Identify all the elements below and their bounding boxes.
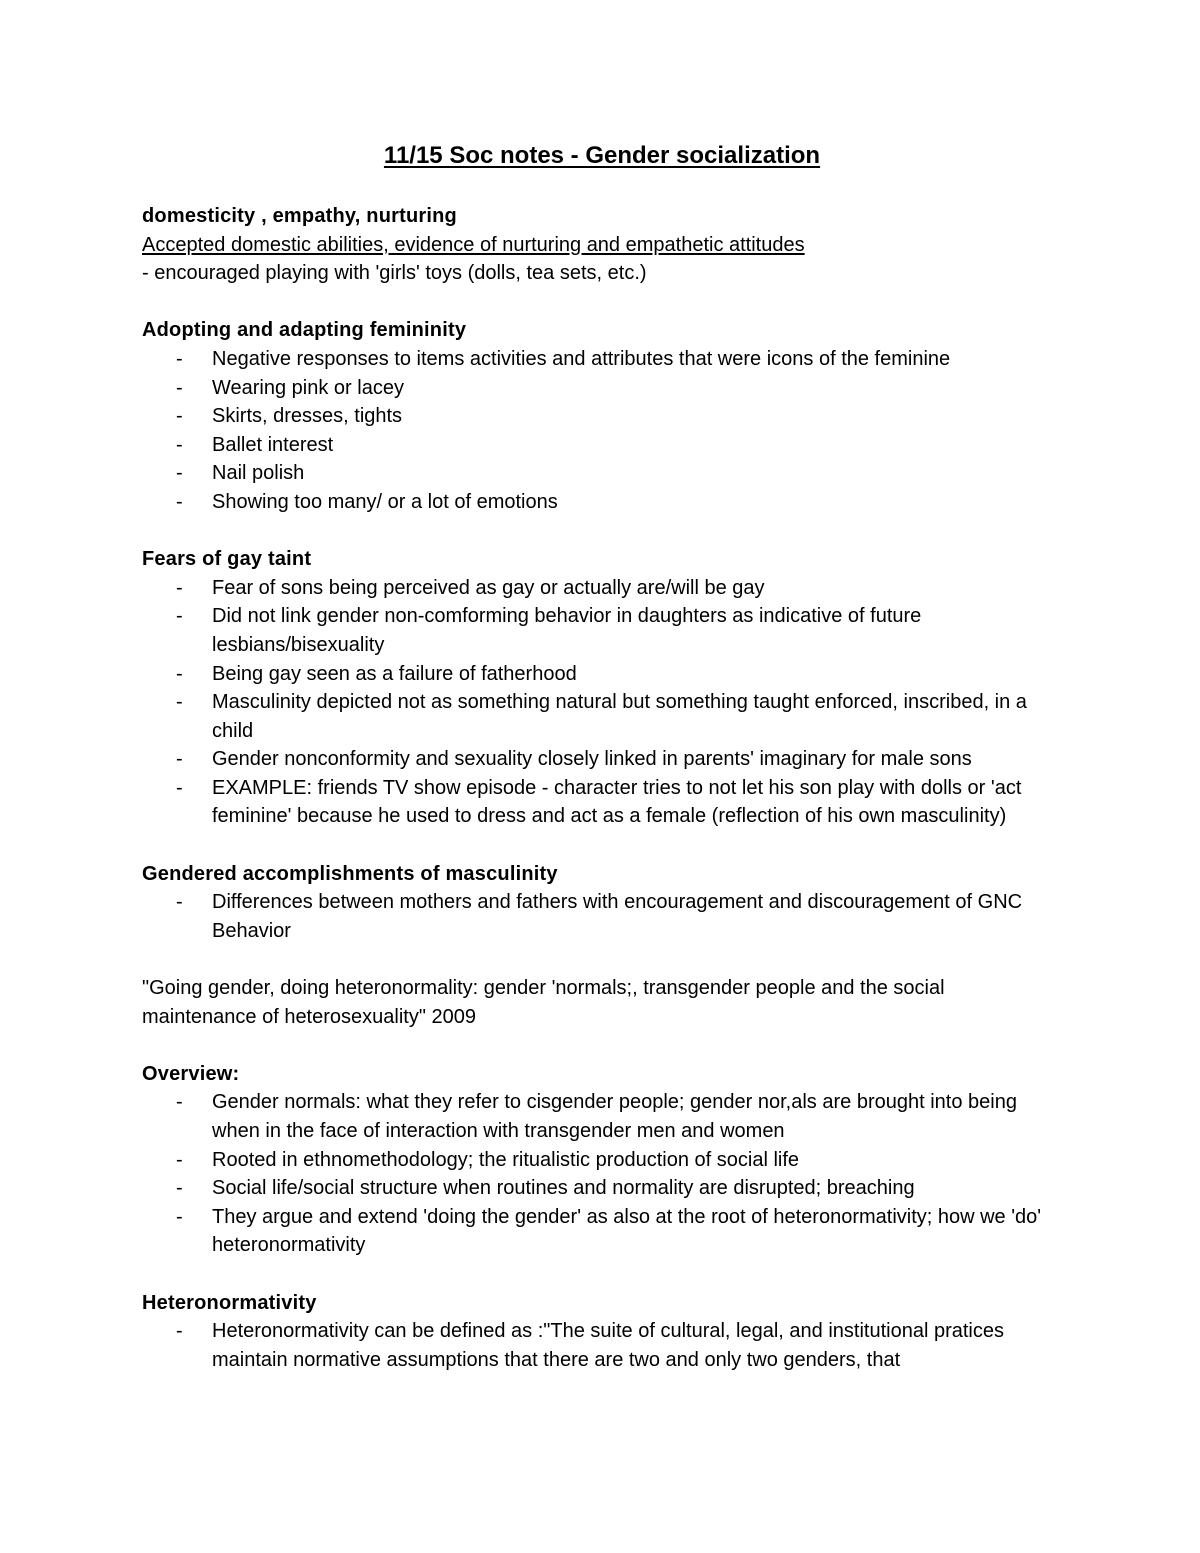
list-item-text: Nail polish (212, 462, 305, 485)
list-item-text: EXAMPLE: friends TV show episode - character tries to not let his son play with dolls or 'act feminine' because he used to dress and act as a female (reflection of his own masculinity) (212, 776, 1022, 828)
document-page (142, 140, 1062, 1374)
bullet-dash: - (176, 462, 183, 485)
list-item (142, 1146, 1062, 1175)
list-item (142, 1203, 1062, 1260)
bullet-dash: - (176, 347, 183, 370)
bullet-list (142, 345, 1062, 517)
bullet-dash: - (176, 891, 183, 914)
section-gendered-accomplishments (142, 860, 1062, 946)
list-item (142, 660, 1062, 689)
list-item (142, 431, 1062, 460)
list-item-text: Gender nonconformity and sexuality closely linked in parents' imaginary for male sons (212, 748, 972, 771)
bullet-dash: - (176, 1320, 183, 1343)
section-domesticity (142, 202, 1062, 288)
list-item (142, 374, 1062, 403)
page-title: 11/15 Soc notes - Gender socialization (383, 142, 821, 169)
bullet-dash: - (176, 1148, 183, 1171)
list-item (142, 459, 1062, 488)
list-item (142, 1174, 1062, 1203)
list-item-text: Gender normals: what they refer to cisgender people; gender nor,als are brought into being when in the face of interaction with transgender men and women (212, 1091, 1017, 1142)
list-item (142, 774, 1062, 831)
text-line: - encouraged playing with 'girls' toys (dolls, tea sets, etc.) (142, 262, 647, 285)
section-heading: Gendered accomplishments of masculinity (142, 862, 558, 885)
bullet-dash: - (176, 605, 183, 628)
underlined-line: Accepted domestic abilities, evidence of nurturing and empathetic attitudes (142, 233, 805, 256)
bullet-dash: - (176, 748, 183, 771)
list-item-text: Heteronormativity can be defined as :"The suite of cultural, legal, and institutional pratices maintain normative assumptions that there are two and only two genders, that (212, 1320, 1004, 1371)
list-item (142, 402, 1062, 431)
spacer (142, 1260, 1062, 1289)
list-item-text: Fear of sons being perceived as gay or actually are/will be gay (212, 576, 765, 599)
list-item (142, 574, 1062, 603)
list-item (142, 745, 1062, 774)
list-item (142, 345, 1062, 374)
bullet-list (142, 1317, 1062, 1374)
bullet-dash: - (176, 776, 183, 799)
list-item-text: Rooted in ethnomethodology; the ritualistic production of social life (212, 1148, 800, 1171)
spacer (142, 831, 1062, 860)
section-heading: Overview: (142, 1062, 240, 1085)
list-item (142, 602, 1062, 659)
list-item-text: Skirts, dresses, tights (212, 405, 403, 428)
list-item (142, 1088, 1062, 1145)
list-item (142, 688, 1062, 745)
bullet-list (142, 888, 1062, 945)
section-heading: Heteronormativity (142, 1291, 317, 1314)
section-adopting-femininity (142, 316, 1062, 516)
section-heteronormativity (142, 1289, 1062, 1375)
list-item-text: Wearing pink or lacey (212, 376, 404, 399)
list-item-text: Differences between mothers and fathers with encouragement and discouragement of GNC Behavior (212, 891, 1023, 942)
bullet-dash: - (176, 1205, 183, 1228)
bullet-dash: - (176, 1177, 183, 1200)
bullet-dash: - (176, 691, 183, 714)
bullet-dash: - (176, 405, 183, 428)
section-overview (142, 1060, 1062, 1260)
bullet-dash: - (176, 1091, 183, 1114)
section-heading: domesticity , empathy, nurturing (142, 205, 457, 227)
spacer (142, 1031, 1062, 1060)
bullet-dash: - (176, 490, 183, 513)
section-heading: Fears of gay taint (142, 548, 312, 571)
list-item-text: Social life/social structure when routines and normality are disrupted; breaching (212, 1177, 915, 1200)
section-fears-of-gay-taint (142, 545, 1062, 831)
list-item-text: Being gay seen as a failure of fatherhood (212, 662, 577, 685)
bullet-dash: - (176, 376, 183, 399)
list-item (142, 488, 1062, 517)
list-item-text: Ballet interest (212, 433, 334, 456)
list-item (142, 1317, 1062, 1374)
bullet-dash: - (176, 662, 183, 685)
citation-quote: "Going gender, doing heteronormality: gender 'normals;, transgender people and the social maintenance of heterosexuality" 2009 (142, 977, 945, 1028)
spacer (142, 288, 1062, 317)
list-item-text: Negative responses to items activities and attributes that were icons of the feminine (212, 347, 951, 370)
spacer (142, 945, 1062, 974)
list-item-text: They argue and extend 'doing the gender' as also at the root of heteronormativity; how we 'do' heteronormativity (212, 1205, 1042, 1257)
list-item-text: Showing too many/ or a lot of emotions (212, 490, 558, 513)
bullet-list (142, 1088, 1062, 1260)
list-item-text: Masculinity depicted not as something natural but something taught enforced, inscribed, in a child (212, 691, 1027, 742)
spacer (142, 517, 1062, 546)
list-item-text: Did not link gender non-comforming behavior in daughters as indicative of future lesbians/bisexuality (212, 605, 922, 656)
list-item (142, 888, 1062, 945)
bullet-dash: - (176, 433, 183, 456)
bullet-dash: - (176, 576, 183, 599)
bullet-list (142, 574, 1062, 831)
section-heading: Adopting and adapting femininity (142, 319, 467, 342)
